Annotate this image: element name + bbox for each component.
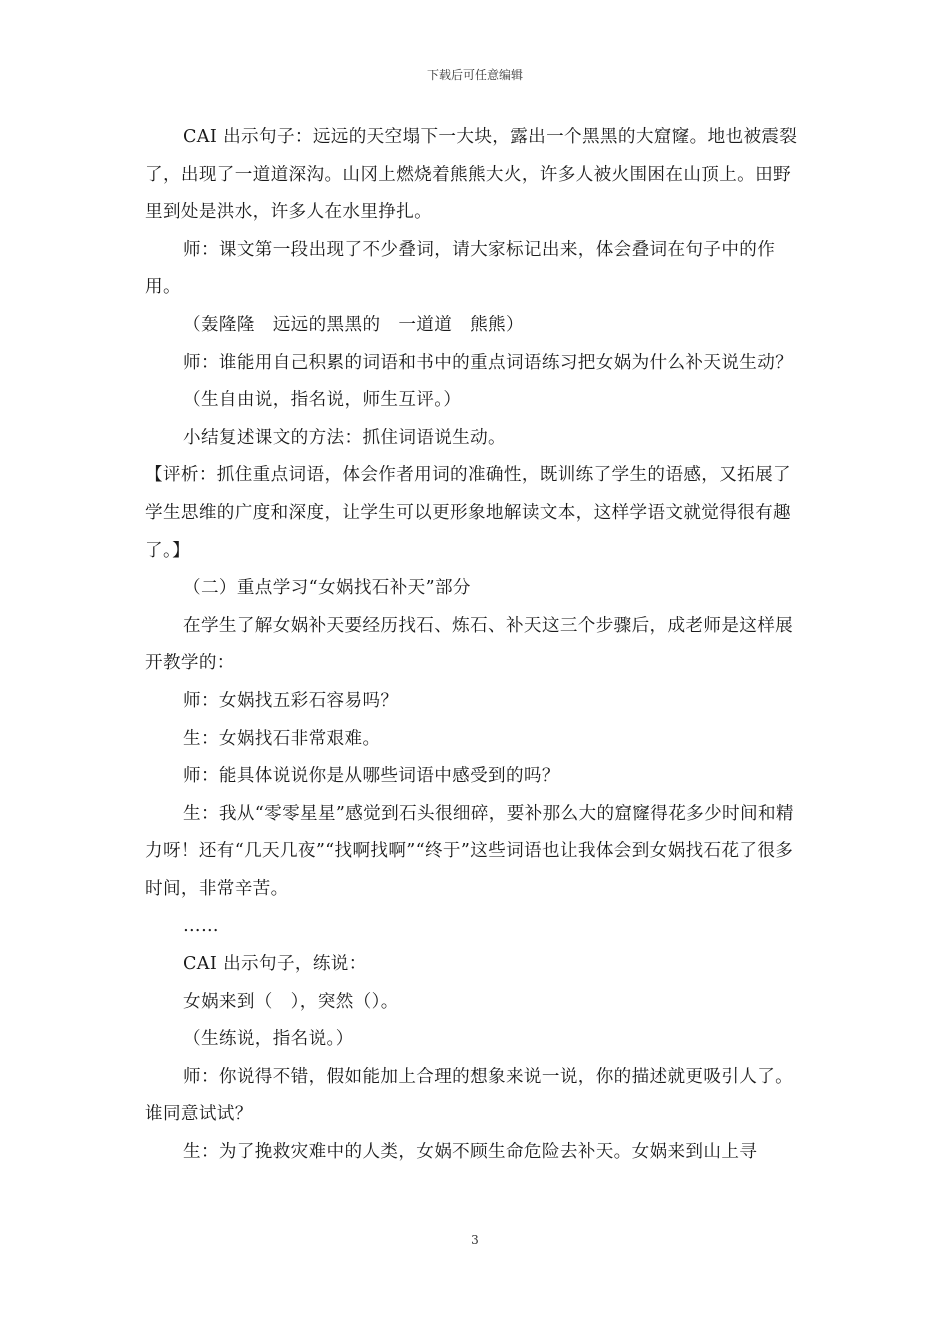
paragraph-commentary: 【评析：抓住重点词语，体会作者用词的准确性，既训练了学生的语感，又拓展了学生思维的广度和深度，让学生可以更形象地解读文本，这样学语文就觉得很有趣了。】 <box>145 465 791 561</box>
paragraph-student-a1: 生：女娲找石非常艰难。 <box>183 728 381 749</box>
paragraph-cai-sentence: CAI 出示句子：远远的天空塌下一大块，露出一个黑黑的大窟窿。地也被震裂了，出现了一道道深沟。山冈上燃烧着熊熊大火，许多人被火围困在山顶上。田野里到处是洪水，许多人在水里挣扎。 <box>145 127 798 223</box>
paragraph-fill-blank: 女娲来到（ ），突然（）。 <box>183 991 399 1012</box>
paragraph-reduplicated-words: （轰隆隆 远远的黑黑的 一道道 熊熊） <box>183 314 524 335</box>
paragraph-student-practice: （生自由说，指名说，师生互评。） <box>183 390 462 411</box>
paragraph-teacher-reduplication: 师：课文第一段出现了不少叠词，请大家标记出来，体会叠词在句子中的作用。 <box>145 239 776 298</box>
paragraph-student-practice-2: （生练说，指名说。） <box>183 1029 354 1050</box>
document-body <box>145 119 807 1172</box>
paragraph-student-answer: 生：为了挽救灾难中的人类，女娲不顾生命危险去补天。女娲来到山上寻 <box>183 1142 758 1163</box>
paragraph-student-a2: 生：我从“零零星星”感觉到石头很细碎，要补那么大的窟窿得花多少时间和精力呀！还有“几天几夜”“找啊找啊”“终于”这些词语也让我体会到女娲找石花了很多时间，非常辛苦。 <box>145 803 794 899</box>
paragraph-teacher-q2: 师：能具体说说你是从哪些词语中感受到的吗？ <box>183 766 560 787</box>
paragraph-summary: 小结复述课文的方法：抓住词语说生动。 <box>183 427 506 448</box>
paragraph-intro: 在学生了解女娲补天要经历找石、炼石、补天这三个步骤后，成老师是这样展开教学的： <box>145 615 794 674</box>
page-header: 下载后可任意编辑 <box>426 68 523 82</box>
paragraph-cai-practice: CAI 出示句子，练说： <box>183 954 367 975</box>
paragraph-teacher-encourage: 师：你说得不错，假如能加上合理的想象来说一说，你的描述就更吸引人了。谁同意试试？ <box>145 1066 794 1125</box>
paragraph-ellipsis: …… <box>183 916 219 937</box>
paragraph-teacher-q1: 师：女娲找五彩石容易吗？ <box>183 690 399 711</box>
section-heading: （二）重点学习“女娲找石补天”部分 <box>183 578 471 599</box>
paragraph-teacher-question: 师：谁能用自己积累的词语和书中的重点词语练习把女娲为什么补天说生动？ <box>183 352 794 373</box>
page-number: 3 <box>471 1233 479 1247</box>
